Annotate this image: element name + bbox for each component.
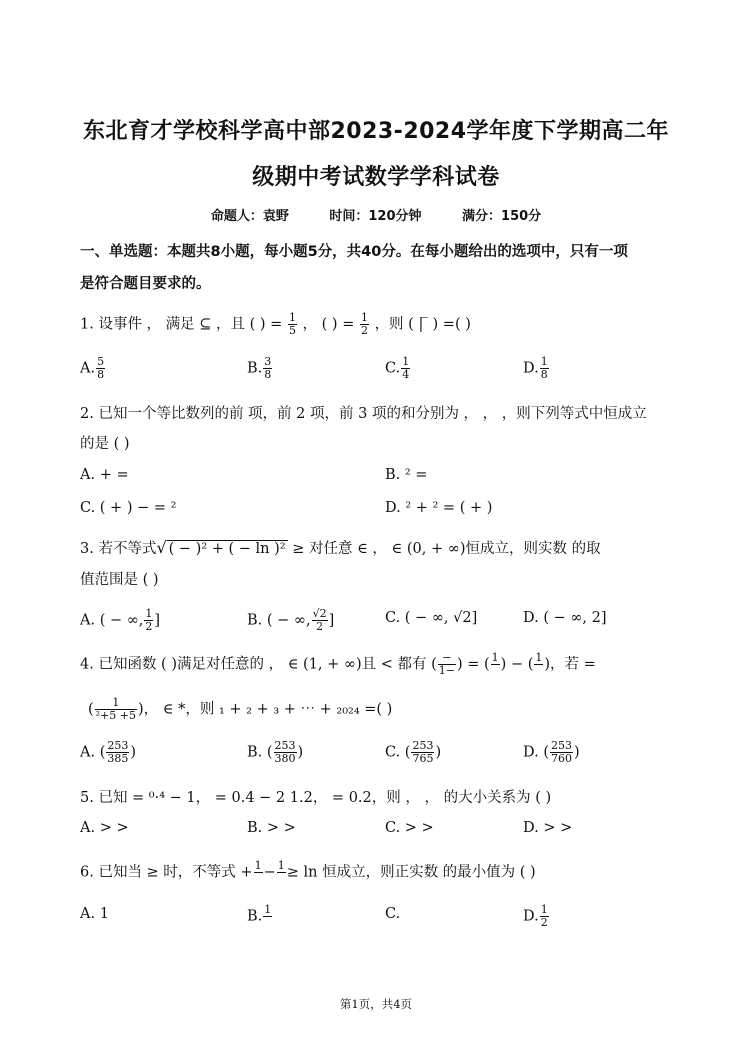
q2-option-b[interactable]: B. ² = (385, 467, 428, 483)
q2-option-c[interactable]: C. ( + ) − = ² (80, 500, 177, 516)
q5-option-d[interactable]: D. > > (523, 820, 573, 836)
exam-score: 满分：150分 (462, 209, 542, 224)
q1-option-c[interactable]: C. $\frac{1}{4}$ (385, 355, 410, 381)
q3-option-b[interactable]: B. ( − ∞, $\frac{√2}{2}$ ] (247, 607, 335, 633)
exam-author: 命题人：袁野 (210, 209, 289, 224)
question-6-stem: 6. 已知当 ≥ 时，不等式 + 1 − 1 ≥ ln 恒成立，则正实数 的最小值为 ( ) (80, 859, 536, 881)
question-3-stem-line1: 3. 若不等式√ ( − )² + ( − ln )² ≥ 对任意 ∈ ， ∈ (0, + ∞)恒成立，则实数 的取 (80, 538, 601, 557)
section-heading-line2: 是符合题目要求的。 (80, 276, 211, 292)
q4-option-c[interactable]: C. ( $\frac{253}{765}$ ) (385, 739, 442, 765)
q3-option-a[interactable]: A. ( − ∞, $\frac{1}{2}$ ] (80, 607, 161, 633)
q6-option-c[interactable]: C. (385, 906, 401, 922)
q6-option-d[interactable]: D. $\frac{1}{2}$ (523, 903, 548, 929)
question-2-stem-line2: 的是 ( ) (80, 436, 130, 452)
q3-sqrt-expression: ( − )² + ( − ln )² (168, 541, 286, 557)
q6-option-a[interactable]: A. 1 (80, 906, 109, 922)
exam-time: 时间：120分钟 (329, 209, 422, 224)
q4-option-b[interactable]: B. ( $\frac{253}{380}$ ) (247, 739, 304, 765)
question-2-stem-line1: 2. 已知一个等比数列的前 项，前 2 项，前 3 项的和分别为 ， ， ，则下列等式中恒成立 (80, 406, 647, 422)
exam-title-line1: 东北育才学校科学高中部2023-2024学年度下学期高二年 (82, 119, 670, 144)
page-footer: 第1页，共4页 (339, 997, 413, 1011)
question-3-stem-line2: 值范围是 ( ) (80, 572, 159, 588)
q3-option-c[interactable]: C. ( − ∞, √2] (385, 610, 478, 626)
q1-option-b[interactable]: B. $\frac{3}{8}$ (247, 355, 272, 381)
q1-fraction-2: $\frac{1}{2}$ (360, 311, 368, 337)
q6-option-b[interactable]: B. 1 (247, 903, 272, 925)
q4-option-a[interactable]: A. ( $\frac{253}{385}$ ) (80, 739, 137, 765)
exam-title-line2: 级期中考试数学学科试卷 (252, 165, 500, 190)
question-1-stem: 1. 设事件 ， 满足 ⊆ ，且 ( ) = $\frac{1}{5}$ ， ( ) = $\frac{1}{2}$ ，则 ( | ̅ ) =( ) (80, 311, 471, 337)
q2-option-d[interactable]: D. ² + ² = ( + ) (385, 500, 493, 516)
question-4-stem-line2: ( $\frac{1}{\text{²+5 +5}}$ )， ∈ *，则 ₁ + ₂ + ₃ + ⋯ + ₂₀₂₄ =( ) (88, 696, 393, 722)
q4-option-d[interactable]: D. ( $\frac{253}{760}$ ) (523, 739, 580, 765)
q5-option-a[interactable]: A. > > (80, 820, 129, 836)
section-heading-line1: 一、单选题：本题共8小题，每小题5分，共40分。在每小题给出的选项中，只有一项 (80, 244, 628, 260)
q5-option-b[interactable]: B. > > (247, 820, 296, 836)
q1-option-d[interactable]: D. $\frac{1}{8}$ (523, 355, 548, 381)
question-4-stem-line1: 4. 已知函数 ( )满足对任意的 ， ∈ (1, + ∞)且 < 都有 ( $\frac{-}{1-}$ ) = ( 1 ) − ( 1 )，若 = (80, 651, 596, 677)
q3-option-d[interactable]: D. ( − ∞, 2] (523, 610, 607, 626)
question-5-stem: 5. 已知 = ⁰·⁴ − 1， = 0.4 − 2 1.2， = 0.2，则 ， ， 的大小关系为 ( ) (80, 790, 552, 806)
q2-option-a[interactable]: A. + = (80, 467, 129, 483)
q1-option-a[interactable]: A. $\frac{5}{8}$ (80, 355, 105, 381)
q5-option-c[interactable]: C. > > (385, 820, 434, 836)
q1-fraction-1: $\frac{1}{5}$ (288, 311, 296, 337)
exam-meta (0, 205, 752, 224)
